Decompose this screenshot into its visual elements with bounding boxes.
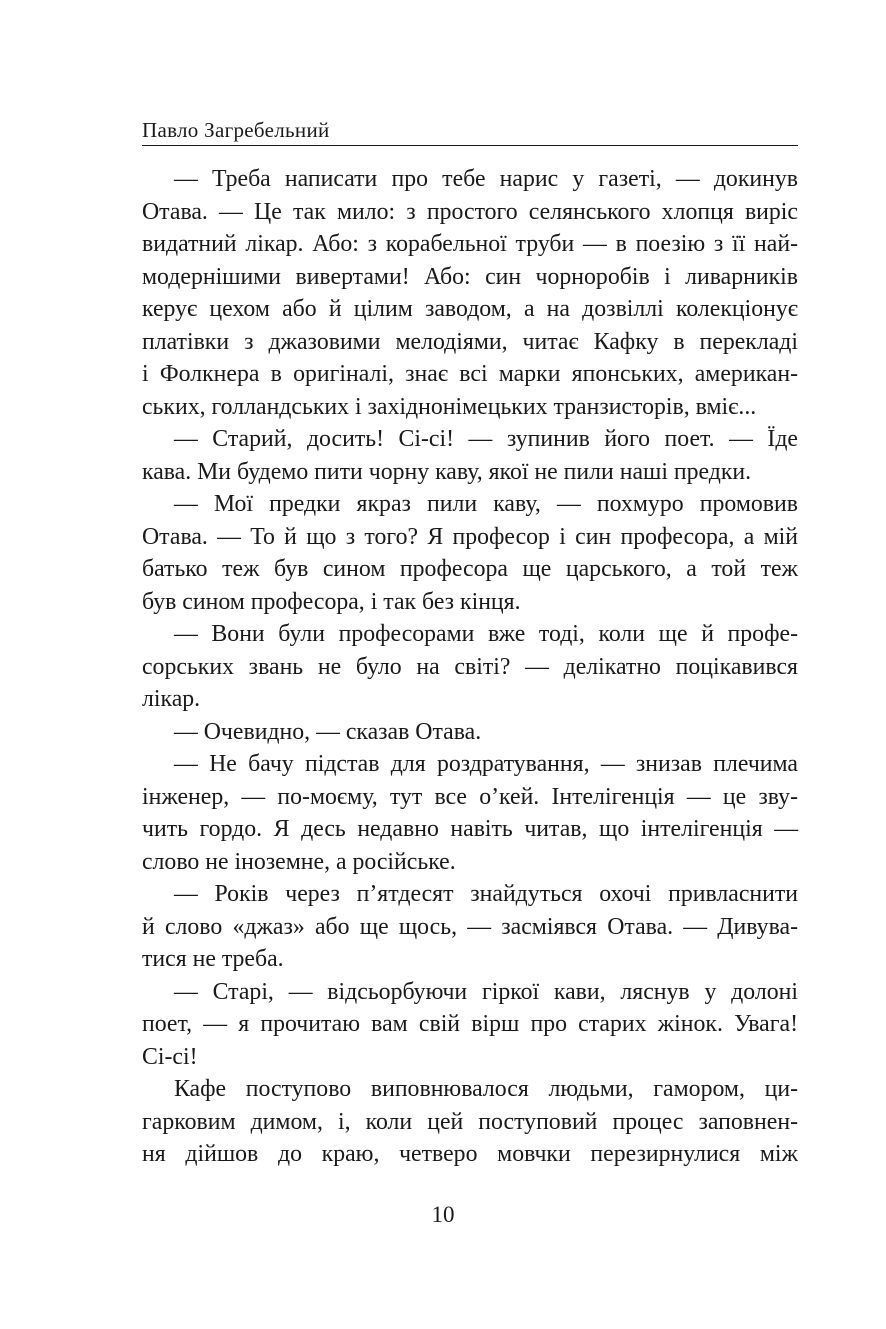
text-line: — Треба написати про тебе нарис у газеті, — докинув <box>174 166 798 192</box>
text-line: і Фолкнера в оригіналі, знає всі марки японських, американ- <box>142 361 798 387</box>
text-line: модернішими вивертами! Або: син чорноробів і ливарників <box>142 263 798 290</box>
text-line: Отава. — То й що з того? Я професор і син професора, а мій <box>142 523 798 550</box>
text-line: ських, голландських і західнонімецьких транзисторів, вміє... <box>142 393 757 420</box>
text-line: Отава. — Це так мило: з простого селянського хлопця виріс <box>142 198 798 225</box>
text-line: — Старі, — відсьорбуючи гіркої кави, ляснув у долоні <box>174 978 798 1005</box>
text-line: ня дійшов до краю, четверо мовчки перезирнулися між <box>142 1141 798 1167</box>
paragraph <box>142 748 798 878</box>
paragraph <box>142 618 798 716</box>
text-line: інженер, — по-моєму, тут все о’кей. Інтелігенція — це зву- <box>142 783 798 810</box>
paragraph <box>142 716 798 749</box>
paragraph <box>142 1073 798 1171</box>
text-line: платівки з джазовими мелодіями, читає Кафку в перекладі <box>142 328 798 355</box>
page-number: 10 <box>431 1202 455 1227</box>
text-line: — Років через п’ятдесят знайдуться охочі привласнити <box>174 881 798 907</box>
header-rule <box>142 145 798 146</box>
text-line: керує цехом або й цілим заводом, а на дозвіллі колекціонує <box>142 296 798 322</box>
text-line: слово не іноземне, а російське. <box>142 848 456 875</box>
text-line: — Мої предки якраз пили каву, — похмуро промовив <box>174 491 798 517</box>
paragraph <box>142 976 798 1074</box>
text-line: гарковим димом, і, коли цей поступовий процес заповнен- <box>142 1108 798 1135</box>
text-line: сорських звань не було на світі? — делікатно поцікавився <box>142 653 798 680</box>
text-line: — Вони були професорами вже тоді, коли ще й профе- <box>174 621 798 647</box>
text-line: батько теж був сином професора ще царського, а той теж <box>142 556 798 582</box>
text-line: Кафе поступово виповнювалося людьми, гамором, ци- <box>174 1076 798 1102</box>
text-line: Сі-сі! <box>142 1043 198 1070</box>
paragraph <box>142 488 798 618</box>
body-text <box>142 163 798 1171</box>
text-line: — Очевидно, — сказав Отава. <box>174 718 482 745</box>
paragraph <box>142 163 798 423</box>
text-line: й слово «джаз» або ще щось, — засміявся Отава. — Дивува- <box>142 913 798 940</box>
running-header-author: Павло Загребельний <box>142 118 330 142</box>
text-line: поет, — я прочитаю вам свій вірш про старих жінок. Увага! <box>142 1011 798 1037</box>
text-line: — Не бачу підстав для роздратування, — знизав плечима <box>174 751 798 777</box>
text-line: кава. Ми будемо пити чорну каву, якої не пили наші предки. <box>142 458 752 485</box>
text-line: — Старий, досить! Сі-сі! — зупинив його поет. — Їде <box>174 426 798 452</box>
paragraph <box>142 878 798 976</box>
text-line: чить гордо. Я десь недавно навіть читав, що інтелігенція — <box>142 816 798 842</box>
text-line: лікар. <box>142 686 201 712</box>
text-line: тися не треба. <box>142 946 284 972</box>
text-line: видатний лікар. Або: з корабельної труби — в поезію з її най- <box>142 231 798 257</box>
paragraph <box>142 423 798 488</box>
text-line: був сином професора, і так без кінця. <box>142 588 521 615</box>
